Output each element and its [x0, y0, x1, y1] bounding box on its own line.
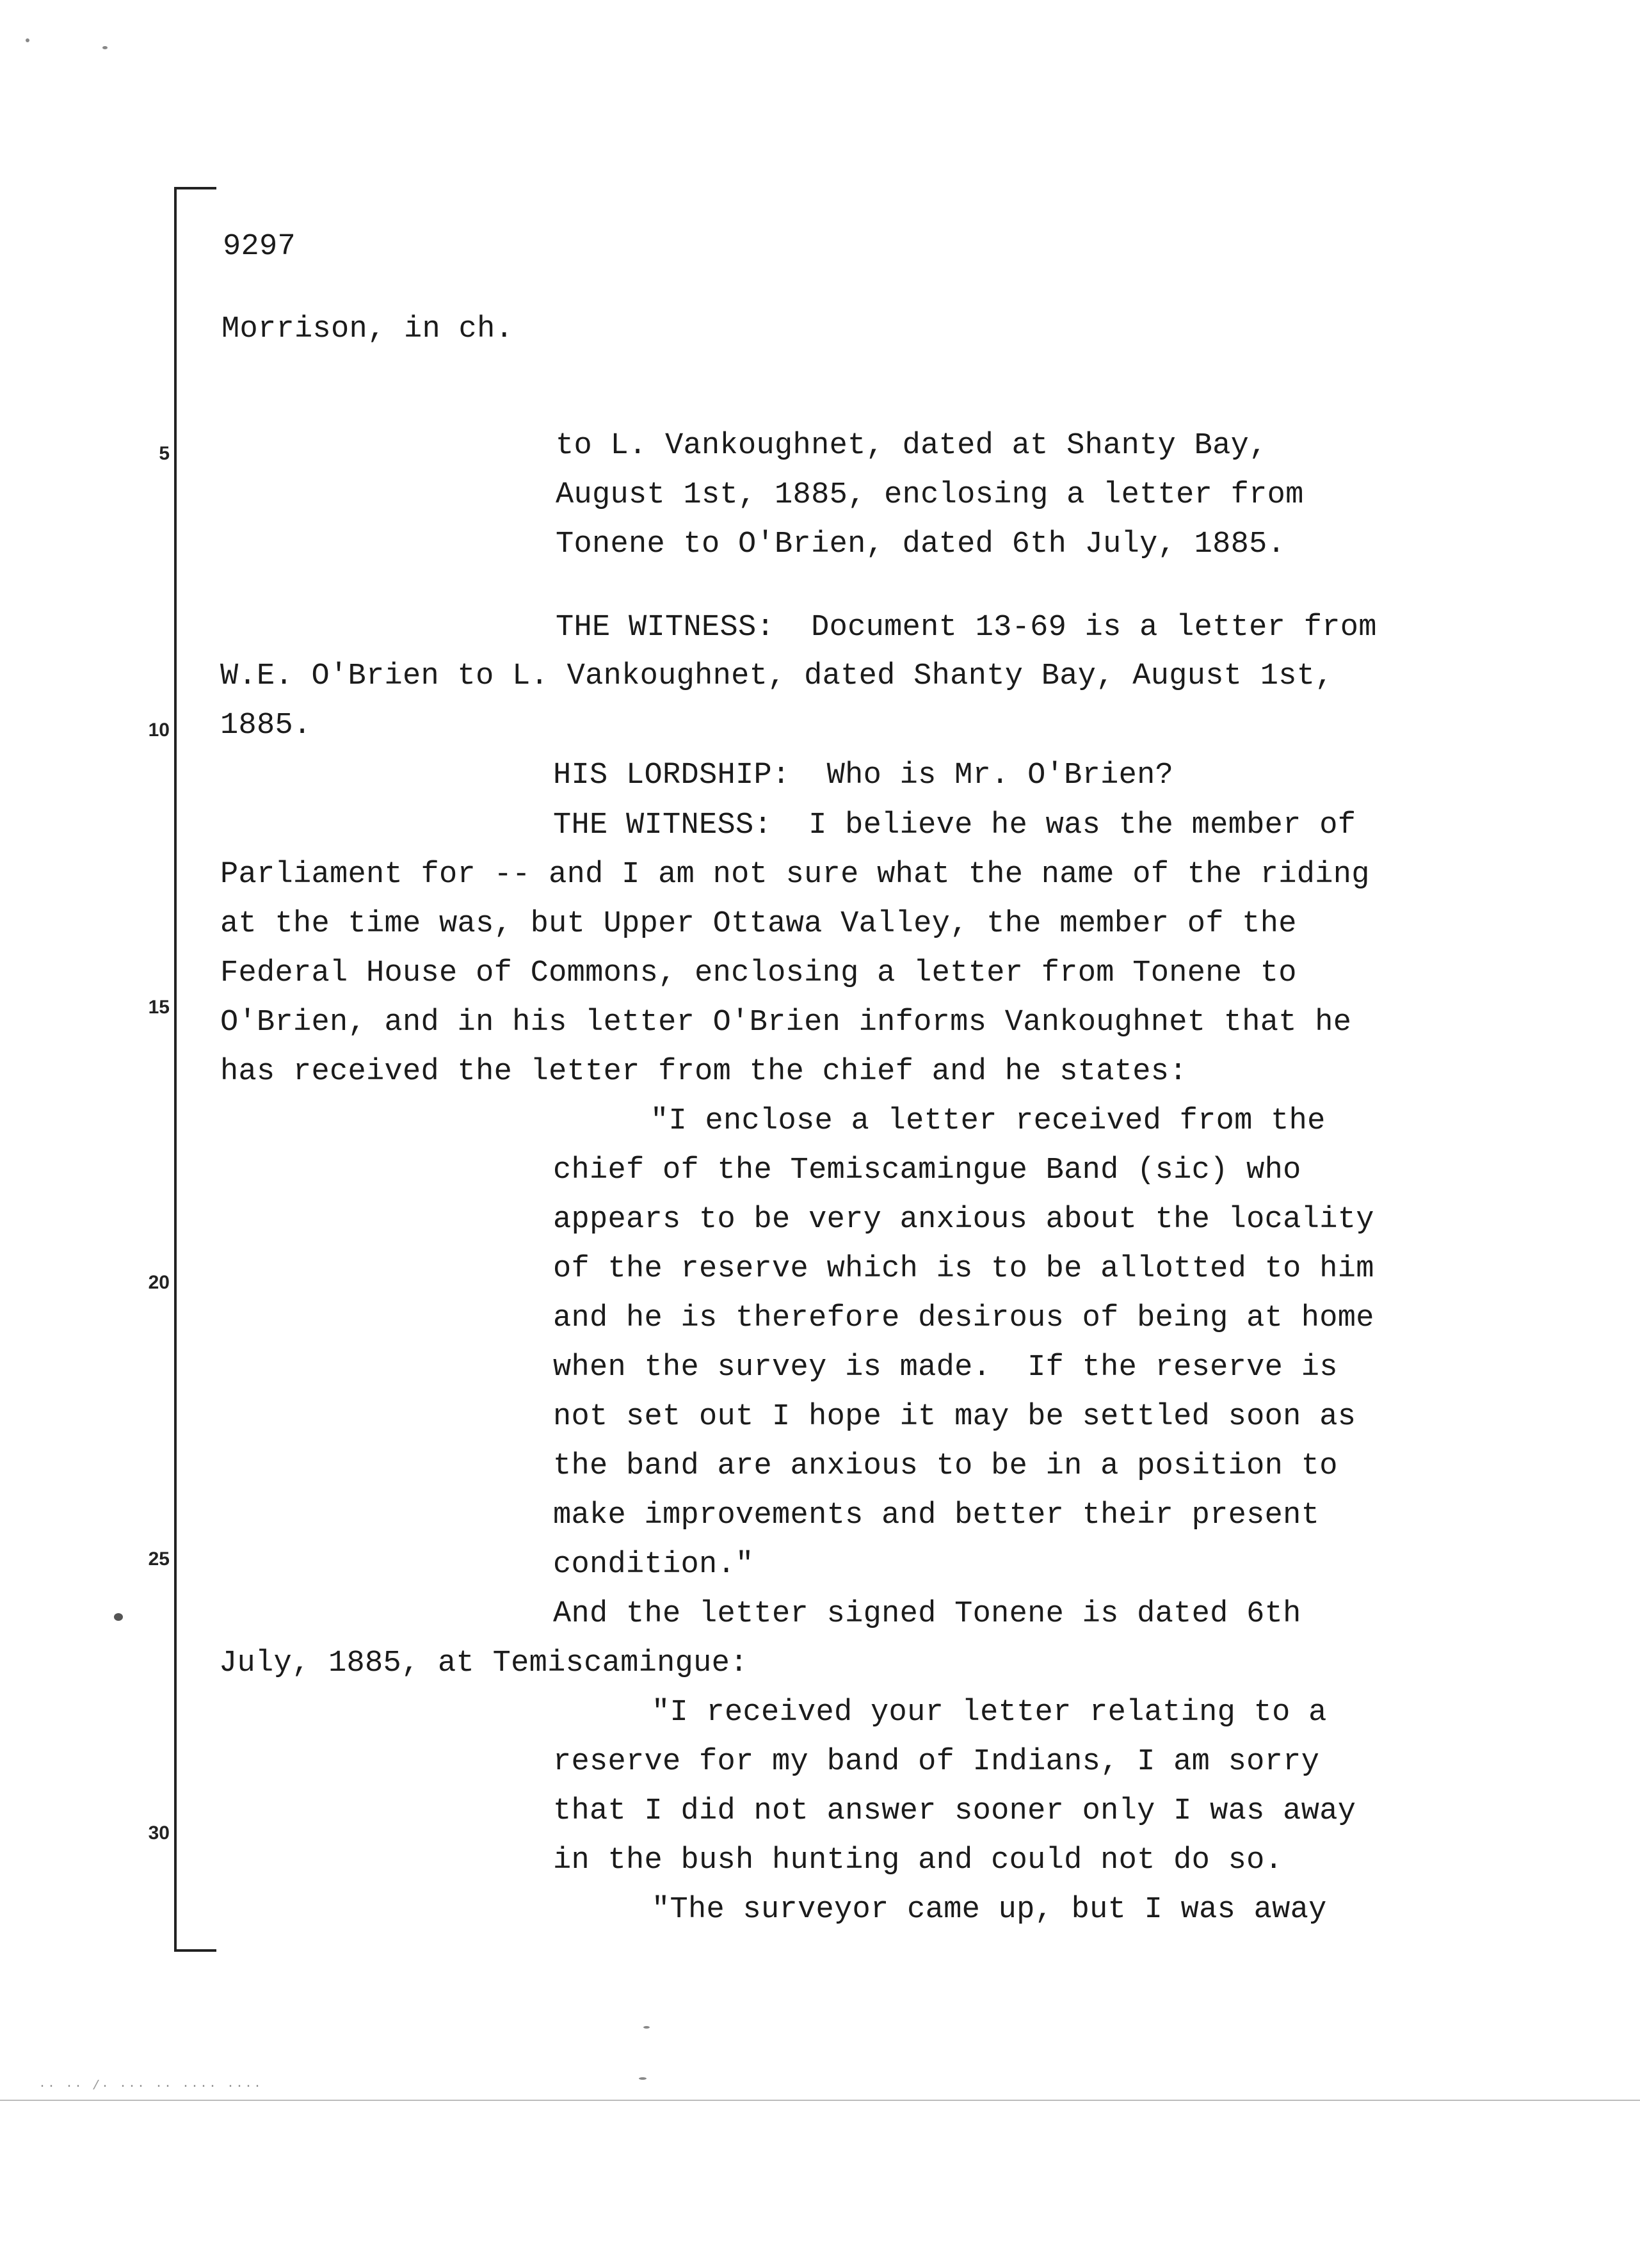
text-line: the band are anxious to be in a position to	[553, 1449, 1338, 1483]
text-line: that I did not answer sooner only I was away	[553, 1794, 1356, 1828]
text-line: in the bush hunting and could not do so.	[553, 1844, 1283, 1878]
text-line: at the time was, but Upper Ottawa Valley, the member of the	[220, 907, 1297, 941]
text-line: of the reserve which is to be allotted to him	[553, 1252, 1374, 1286]
examination-heading: Morrison, in ch.	[221, 312, 514, 346]
text-line: August 1st, 1885, enclosing a letter from	[556, 478, 1304, 512]
text-line: "I enclose a letter received from the	[650, 1104, 1326, 1138]
page-number: 9297	[223, 230, 296, 264]
text-line: And the letter signed Tonene is dated 6th	[553, 1597, 1301, 1631]
line-number: 25	[148, 1548, 170, 1570]
text-line: 1885.	[220, 709, 312, 743]
margin-bracket	[174, 187, 177, 1952]
line-number: 30	[148, 1822, 170, 1844]
page-edge-line	[0, 2100, 1640, 2101]
text-line: appears to be very anxious about the locality	[553, 1203, 1374, 1237]
text-line: has received the letter from the chief and he states:	[220, 1055, 1187, 1089]
text-line: reserve for my band of Indians, I am sorry	[553, 1745, 1320, 1779]
text-line: make improvements and better their present	[553, 1499, 1320, 1532]
scan-speck	[102, 46, 108, 49]
line-number: 20	[148, 1272, 170, 1293]
text-line: Tonene to O'Brien, dated 6th July, 1885.	[556, 527, 1286, 561]
footer-form-code: ·· ·· /· ··· ·· ···· ····	[38, 2079, 263, 2094]
text-line: when the survey is made. If the reserve is	[553, 1351, 1338, 1385]
text-line: chief of the Temiscamingue Band (sic) who	[553, 1154, 1301, 1187]
text-line: condition."	[553, 1548, 754, 1582]
line-number: 10	[148, 720, 170, 741]
margin-bracket-bottom	[174, 1949, 216, 1952]
margin-bracket-top	[174, 187, 216, 189]
text-line: not set out I hope it may be settled soon as	[553, 1400, 1356, 1434]
text-line: HIS LORDSHIP: Who is Mr. O'Brien?	[553, 759, 1174, 792]
text-line: W.E. O'Brien to L. Vankoughnet, dated Shanty Bay, August 1st,	[220, 659, 1333, 693]
scan-speck	[643, 2026, 650, 2029]
text-line: THE WITNESS: Document 13-69 is a letter from	[556, 611, 1377, 645]
line-number: 15	[148, 997, 170, 1018]
text-line: Parliament for -- and I am not sure what the name of the riding	[220, 858, 1370, 892]
text-line: July, 1885, at Temiscamingue:	[219, 1646, 748, 1680]
text-line: and he is therefore desirous of being at home	[553, 1301, 1374, 1335]
scan-speck	[26, 38, 29, 42]
scan-speck	[114, 1613, 123, 1621]
text-line: O'Brien, and in his letter O'Brien informs Vankoughnet that he	[220, 1006, 1352, 1040]
text-line: to L. Vankoughnet, dated at Shanty Bay,	[556, 429, 1267, 463]
line-number: 5	[159, 443, 170, 464]
text-line: "I received your letter relating to a	[652, 1696, 1327, 1730]
scan-speck	[639, 2077, 647, 2080]
text-line: Federal House of Commons, enclosing a letter from Tonene to	[220, 956, 1297, 990]
text-line: "The surveyor came up, but I was away	[652, 1893, 1327, 1927]
text-line: THE WITNESS: I believe he was the member of	[553, 808, 1356, 842]
